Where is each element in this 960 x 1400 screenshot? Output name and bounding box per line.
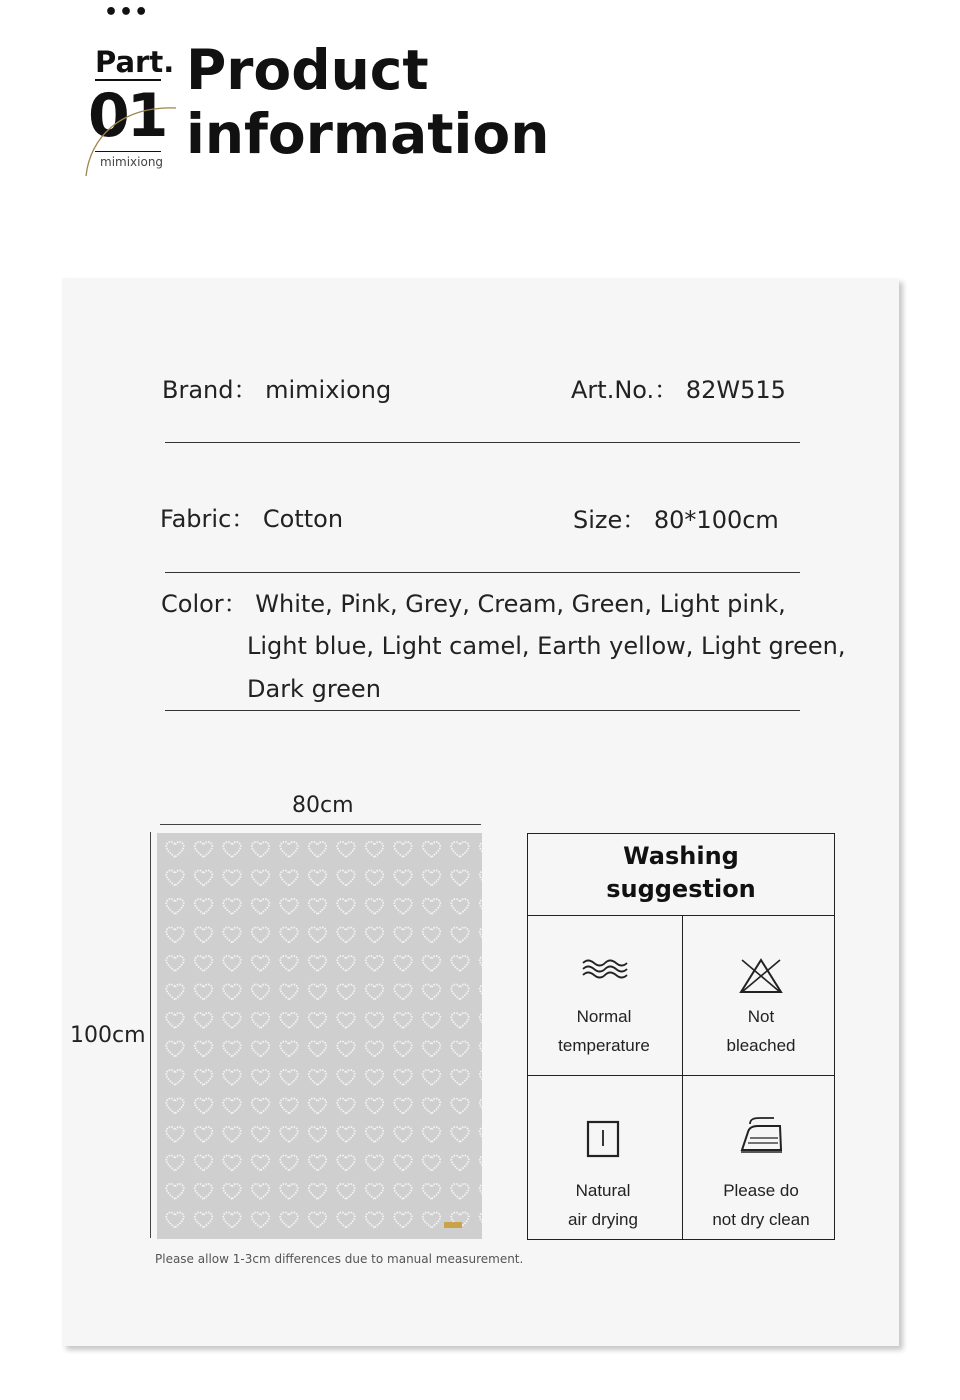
hanging-dry-icon	[586, 1120, 620, 1160]
page-title-line1: Product	[186, 38, 429, 102]
divider	[165, 572, 800, 573]
washing-title	[527, 840, 835, 906]
part-number: 01	[88, 81, 166, 151]
wave-water-icon	[582, 958, 628, 980]
label-line1: Normal	[576, 1007, 632, 1026]
table-divider	[527, 1075, 835, 1076]
heart-pattern-icon	[157, 833, 482, 1239]
label-line1: Natural	[575, 1181, 631, 1200]
height-dimension-line	[150, 832, 151, 1238]
page-title-line2: information	[186, 102, 550, 166]
divider	[165, 710, 800, 711]
brand-tag	[444, 1222, 462, 1228]
brand-spec: Brand： mimixiong	[162, 376, 392, 404]
label-line2: air drying	[568, 1210, 638, 1229]
fabric-spec: Fabric： Cotton	[160, 505, 344, 533]
label-line2: bleached	[726, 1036, 796, 1055]
decorative-arc-icon	[80, 98, 180, 180]
part-label: Part.	[95, 45, 175, 79]
crossed-triangle-icon	[738, 956, 784, 996]
label-line2: temperature	[558, 1036, 650, 1055]
label-line2: not dry clean	[712, 1210, 810, 1229]
color-spec-line3: Dark green	[247, 675, 381, 703]
iron-icon	[738, 1116, 784, 1156]
natural-air-drying-label	[526, 1176, 680, 1234]
color-spec-line1: Color： White, Pink, Grey, Cream, Green, Light pink,	[161, 590, 786, 618]
label-line1: Please do	[723, 1181, 799, 1200]
label-line1: Not	[747, 1007, 775, 1026]
ellipsis-dots: •••	[104, 0, 150, 25]
width-dimension-line	[160, 824, 481, 825]
washing-title-line1: Washing	[623, 842, 739, 870]
not-bleached-label	[684, 1002, 838, 1060]
width-dimension: 80cm	[292, 793, 354, 818]
art-no-spec: Art.No.： 82W515	[571, 376, 786, 404]
table-divider	[527, 915, 835, 916]
color-spec-line2: Light blue, Light camel, Earth yellow, Light green,	[247, 632, 846, 660]
not-dry-clean-label	[684, 1176, 838, 1234]
size-spec: Size： 80*100cm	[573, 506, 779, 534]
blanket-image	[157, 833, 482, 1239]
table-divider-vertical	[682, 915, 683, 1240]
height-dimension: 100cm	[70, 1023, 146, 1048]
measurement-note: Please allow 1-3cm differences due to manual measurement.	[155, 1252, 524, 1266]
normal-temperature-label	[527, 1002, 681, 1060]
divider	[165, 442, 800, 443]
brand-small-label: mimixiong	[100, 155, 164, 169]
washing-title-line2: suggestion	[606, 875, 756, 903]
